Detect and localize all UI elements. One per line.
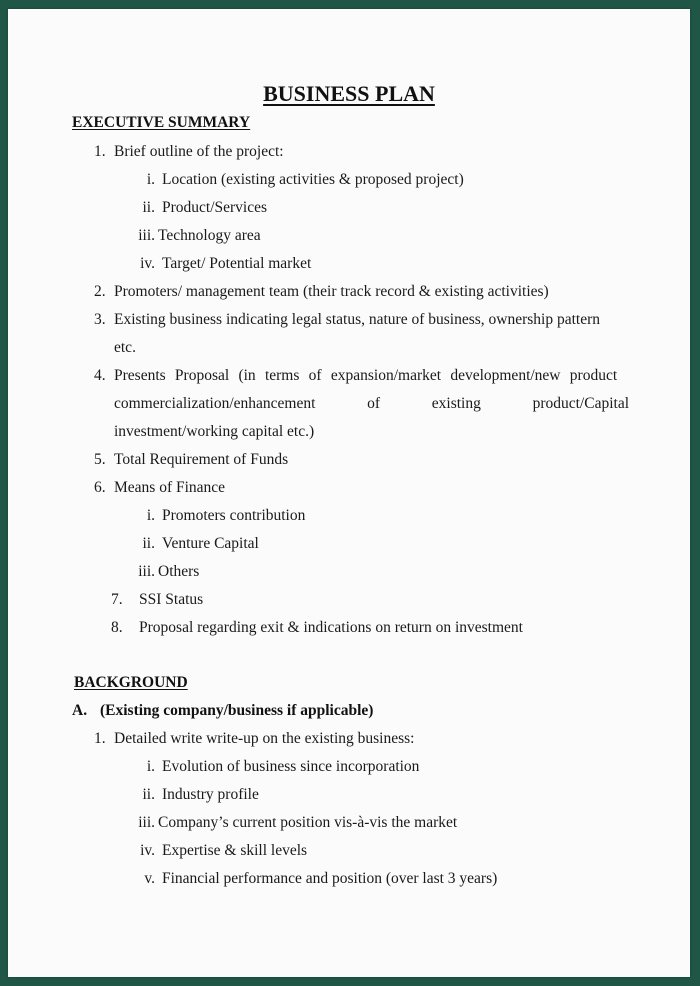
sub-list-item-text: Promoters contribution bbox=[162, 507, 306, 524]
sub-list-item-text: Industry profile bbox=[162, 786, 259, 803]
list-item bbox=[94, 450, 288, 470]
list-item bbox=[94, 142, 284, 162]
list-item-continuation bbox=[114, 394, 629, 414]
sub-list-item bbox=[132, 757, 419, 777]
list-item-number: 1. bbox=[94, 730, 106, 747]
sub-list-item-text: Product/Services bbox=[162, 199, 268, 216]
sub-list-item bbox=[132, 841, 307, 861]
sub-list-item-text: Technology area bbox=[158, 227, 261, 244]
sub-list-item-number: iii. bbox=[138, 814, 155, 831]
sub-list-item bbox=[132, 813, 457, 833]
list-item-text: Promoters/ management team (their track record & existing activities) bbox=[114, 283, 549, 300]
sub-list-item bbox=[132, 198, 267, 218]
sub-list-item bbox=[132, 170, 464, 190]
justified-word: of bbox=[367, 395, 381, 412]
list-item-text: Presents Proposal (in terms of expansion/market development/new product bbox=[114, 367, 618, 384]
list-item bbox=[94, 478, 225, 498]
background-heading: BACKGROUND bbox=[74, 674, 188, 691]
sub-list-item-number: i. bbox=[146, 507, 155, 524]
sub-list-item-text: Location (existing activities & proposed project) bbox=[162, 171, 464, 188]
sub-list-item bbox=[132, 534, 259, 554]
list-item-text: Total Requirement of Funds bbox=[114, 451, 289, 468]
sub-list-item bbox=[132, 869, 497, 889]
section-title: (Existing company/business if applicable) bbox=[100, 702, 374, 719]
list-item bbox=[111, 618, 523, 638]
list-item-number: 6. bbox=[94, 479, 106, 496]
sub-list-item-text: Company’s current position vis-à-vis the market bbox=[158, 814, 458, 831]
sub-list-item-text: Venture Capital bbox=[162, 535, 259, 552]
list-item-number: 1. bbox=[94, 143, 106, 160]
sub-list-item-number: i. bbox=[146, 171, 155, 188]
list-item-text: Existing business indicating legal status, nature of business, ownership pattern bbox=[114, 311, 601, 328]
list-item-continuation: etc. bbox=[114, 339, 136, 356]
list-item-text: Proposal regarding exit & indications on return on investment bbox=[139, 619, 523, 636]
section-a-heading bbox=[72, 701, 373, 721]
list-item bbox=[111, 590, 203, 610]
list-item-text: Detailed write write-up on the existing business: bbox=[114, 730, 415, 747]
list-item bbox=[94, 282, 549, 302]
list-item-number: 8. bbox=[111, 619, 123, 636]
sub-list-item-number: iii. bbox=[138, 227, 155, 244]
list-item-number: 7. bbox=[111, 591, 123, 608]
sub-list-item-text: Evolution of business since incorporation bbox=[162, 758, 420, 775]
justified-word: product/Capital bbox=[532, 395, 629, 412]
list-item-number: 2. bbox=[94, 283, 106, 300]
sub-list-item bbox=[132, 785, 259, 805]
sub-list-item-number: ii. bbox=[142, 786, 155, 803]
sub-list-item-text: Target/ Potential market bbox=[162, 255, 312, 272]
sub-list-item-number: ii. bbox=[142, 535, 155, 552]
list-item-number: 4. bbox=[94, 367, 106, 384]
sub-list-item-number: ii. bbox=[142, 199, 155, 216]
sub-list-item bbox=[132, 562, 199, 582]
list-item-text: Means of Finance bbox=[114, 479, 226, 496]
list-item-text: SSI Status bbox=[139, 591, 204, 608]
list-item-number: 3. bbox=[94, 311, 106, 328]
sub-list-item bbox=[132, 226, 261, 246]
sub-list-item-text: Others bbox=[158, 563, 200, 580]
justified-word: commercialization/enhancement bbox=[114, 395, 316, 412]
document-page bbox=[8, 9, 690, 977]
list-item-text: Brief outline of the project: bbox=[114, 143, 284, 160]
sub-list-item-number: iv. bbox=[140, 842, 155, 859]
list-item bbox=[94, 729, 414, 749]
list-item bbox=[94, 366, 617, 386]
list-item-number: 5. bbox=[94, 451, 106, 468]
sub-list-item-number: iii. bbox=[138, 563, 155, 580]
sub-list-item-number: iv. bbox=[140, 255, 155, 272]
justified-word: existing bbox=[431, 395, 481, 412]
document-title: BUSINESS PLAN bbox=[263, 81, 435, 106]
section-label: A. bbox=[72, 702, 88, 719]
list-item bbox=[94, 310, 600, 330]
list-item-continuation: investment/working capital etc.) bbox=[114, 423, 315, 440]
sub-list-item-text: Financial performance and position (over last 3 years) bbox=[162, 870, 498, 887]
sub-list-item-number: i. bbox=[146, 758, 155, 775]
executive-summary-heading: EXECUTIVE SUMMARY bbox=[72, 114, 251, 131]
sub-list-item bbox=[132, 254, 311, 274]
sub-list-item-text: Expertise & skill levels bbox=[162, 842, 308, 859]
sub-list-item bbox=[132, 506, 305, 526]
sub-list-item-number: v. bbox=[144, 870, 155, 887]
